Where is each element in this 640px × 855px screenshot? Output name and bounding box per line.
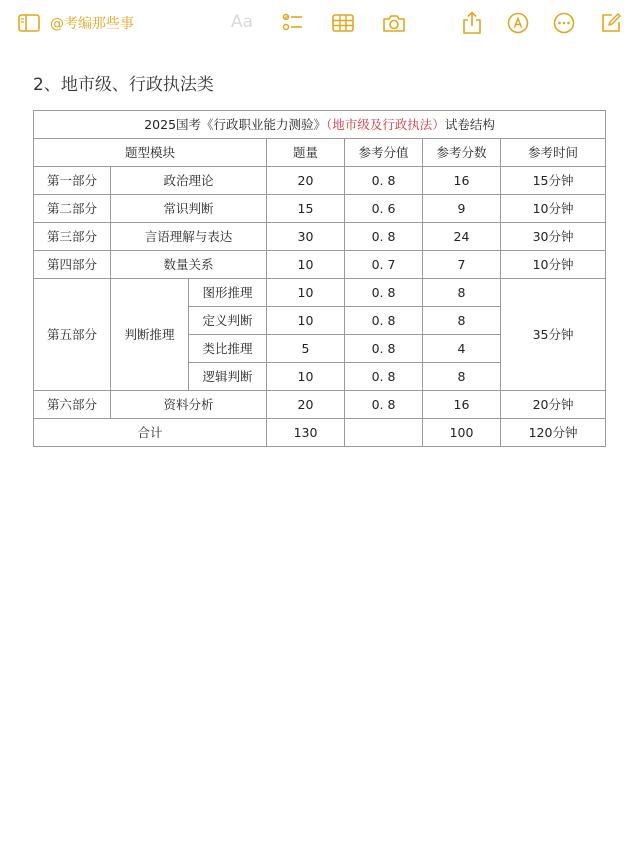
part-cell: 第六部分 [34,391,111,419]
table-title [34,111,606,139]
table-row [34,251,606,279]
table-row [34,195,606,223]
section-heading: 2、地市级、行政执法类 [33,75,214,95]
header-points: 参考分数 [423,139,501,167]
time-cell: 10分钟 [501,251,606,279]
module-cell: 言语理解与表达 [111,223,267,251]
score-cell: 0. 8 [345,167,423,195]
header-module: 题型模块 [34,139,267,167]
submodule-cell: 定义判断 [189,307,267,335]
markup-icon[interactable] [506,11,530,35]
table-title-suffix: 试卷结构 [444,117,495,132]
table-title-row [34,111,606,139]
table-row [34,279,606,307]
part-cell: 第三部分 [34,223,111,251]
table-header-row [34,139,606,167]
time-cell: 15分钟 [501,167,606,195]
points-cell: 16 [423,167,501,195]
watermark-text: @考编那些事 [50,16,134,32]
total-count: 130 [267,419,345,447]
share-icon[interactable] [461,10,483,36]
part-cell: 第四部分 [34,251,111,279]
total-score [345,419,423,447]
total-time: 120分钟 [501,419,606,447]
module-cell: 判断推理 [111,279,189,391]
part-cell: 第五部分 [34,279,111,391]
time-cell: 30分钟 [501,223,606,251]
count-cell: 30 [267,223,345,251]
count-cell: 10 [267,363,345,391]
submodule-cell: 图形推理 [189,279,267,307]
score-cell: 0. 7 [345,251,423,279]
module-cell: 常识判断 [111,195,267,223]
score-cell: 0. 8 [345,223,423,251]
count-cell: 10 [267,307,345,335]
table-row [34,167,606,195]
total-label: 合计 [34,419,267,447]
submodule-cell: 逻辑判断 [189,363,267,391]
points-cell: 9 [423,195,501,223]
score-cell: 0. 8 [345,363,423,391]
points-cell: 8 [423,279,501,307]
header-count: 题量 [267,139,345,167]
score-cell: 0. 6 [345,195,423,223]
table-title-highlight: （地市级及行政执法） [326,117,445,132]
notes-toolbar [0,0,640,46]
count-cell: 20 [267,391,345,419]
header-time: 参考时间 [501,139,606,167]
points-cell: 16 [423,391,501,419]
exam-structure-table [33,110,606,447]
checklist-icon[interactable] [281,11,305,35]
points-cell: 24 [423,223,501,251]
compose-icon[interactable] [599,11,623,35]
points-cell: 7 [423,251,501,279]
score-cell: 0. 8 [345,279,423,307]
part-cell: 第一部分 [34,167,111,195]
score-cell: 0. 8 [345,391,423,419]
camera-icon[interactable] [381,11,407,35]
module-cell: 政治理论 [111,167,267,195]
part-cell: 第二部分 [34,195,111,223]
time-cell: 35分钟 [501,279,606,391]
table-row [34,391,606,419]
header-score: 参考分值 [345,139,423,167]
count-cell: 5 [267,335,345,363]
sidebar-icon[interactable] [17,12,41,34]
module-cell: 资料分析 [111,391,267,419]
time-cell: 20分钟 [501,391,606,419]
table-title-prefix: 2025国考《行政职业能力测验》 [144,117,327,132]
points-cell: 8 [423,307,501,335]
table-row [34,223,606,251]
score-cell: 0. 8 [345,307,423,335]
points-cell: 8 [423,363,501,391]
time-cell: 10分钟 [501,195,606,223]
module-cell: 数量关系 [111,251,267,279]
points-cell: 4 [423,335,501,363]
more-icon[interactable] [552,11,576,35]
total-points: 100 [423,419,501,447]
table-icon[interactable] [331,12,355,34]
count-cell: 10 [267,279,345,307]
count-cell: 20 [267,167,345,195]
table-total-row [34,419,606,447]
count-cell: 10 [267,251,345,279]
score-cell: 0. 8 [345,335,423,363]
format-button[interactable]: Aa [231,12,254,32]
count-cell: 15 [267,195,345,223]
submodule-cell: 类比推理 [189,335,267,363]
